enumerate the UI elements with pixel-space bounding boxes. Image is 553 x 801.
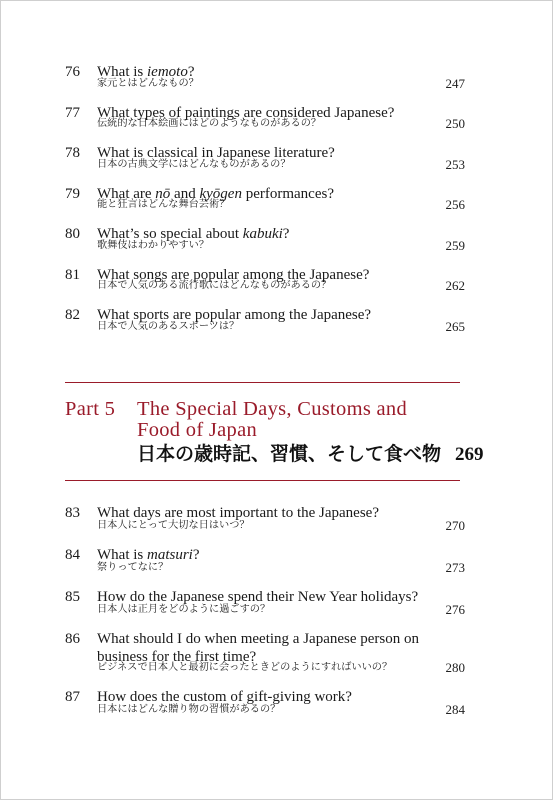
entry-number: 83 (65, 505, 80, 521)
entry-title: What is matsuri? (97, 547, 200, 563)
entry-number: 80 (65, 226, 80, 242)
entry-subtitle-ja: 日本で人気のあるスポーツは？ (97, 320, 240, 332)
entry-page: 273 (445, 560, 465, 575)
toc-list-after (65, 504, 465, 730)
toc-entry[interactable] (65, 225, 465, 266)
entry-number: 84 (65, 547, 80, 563)
entry-subtitle-ja: 日本人は正月をどのように過ごすの？ (97, 604, 271, 615)
entry-page: 265 (445, 318, 465, 334)
entry-page: 247 (445, 75, 465, 91)
part-title-line1: The Special Days, Customs and (137, 398, 408, 420)
entry-subtitle-ja: 日本にはどんな贈り物の習慣があるの？ (97, 704, 281, 715)
toc-entry[interactable] (65, 630, 465, 688)
toc-entry[interactable] (65, 688, 465, 730)
part-label: Part 5 (65, 398, 116, 420)
toc-list-before (65, 63, 465, 347)
entry-title: What songs are popular among the Japanese? (97, 266, 370, 283)
entry-subtitle-ja: 日本の古典文学にはどんなものがあるの？ (97, 158, 291, 170)
entry-page: 253 (445, 156, 465, 172)
entry-subtitle-ja: ビジネスで日本人と最初に会ったときどのようにすればいいの？ (97, 662, 393, 673)
entry-title: What is iemoto? (97, 64, 195, 80)
entry-number: 87 (65, 689, 80, 705)
toc-entry[interactable] (65, 588, 465, 630)
entry-subtitle-ja: 歌舞伎はわかりやすい？ (97, 239, 210, 251)
entry-subtitle-ja: 伝統的な日本絵画にはどのようなものがあるの？ (97, 118, 322, 129)
entry-title: What are nō and kyōgen performances? (97, 185, 334, 202)
entry-number: 79 (65, 185, 80, 202)
part-divider-top (65, 382, 460, 383)
entry-subtitle-ja: 能と狂言はどんな舞台芸術？ (97, 199, 230, 210)
entry-number: 86 (65, 631, 80, 647)
entry-title: What is classical in Japanese literature? (97, 145, 335, 161)
entry-number: 77 (65, 104, 80, 121)
toc-entry[interactable] (65, 546, 465, 588)
entry-subtitle-ja: 家元とはどんなもの？ (97, 77, 199, 89)
toc-entry[interactable] (65, 104, 465, 145)
toc-page (1, 1, 553, 801)
toc-entry[interactable] (65, 144, 465, 185)
entry-page: 259 (445, 237, 465, 253)
entry-page: 262 (445, 278, 465, 293)
entry-page: 280 (445, 660, 465, 675)
entry-page: 284 (445, 702, 465, 717)
toc-entry[interactable] (65, 306, 465, 347)
entry-number: 81 (65, 266, 80, 283)
entry-page: 276 (445, 602, 465, 617)
toc-entry[interactable] (65, 63, 465, 104)
entry-title: How do the Japanese spend their New Year holidays? (97, 589, 419, 605)
part-title-line2: Food of Japan (137, 419, 258, 441)
entry-number: 76 (65, 64, 80, 80)
part-page: 269 (455, 444, 484, 465)
entry-title: What days are most important to the Japanese? (97, 505, 379, 521)
toc-entry[interactable] (65, 185, 465, 226)
toc-entry[interactable] (65, 504, 465, 546)
entry-title: What sports are popular among the Japanese? (97, 307, 372, 323)
entry-subtitle-ja: 祭りってなに？ (97, 562, 169, 573)
entry-title: What should I do when meeting a Japanese person on business for the first time? (97, 631, 419, 665)
entry-page: 270 (445, 518, 465, 533)
toc-entry[interactable] (65, 266, 465, 307)
entry-title: What’s so special about kabuki? (97, 226, 290, 242)
entry-title: How does the custom of gift-giving work? (97, 689, 352, 705)
entry-page: 250 (445, 116, 465, 131)
part-title-ja: 日本の歳時記、習慣、そして食べ物 269 (137, 444, 484, 465)
entry-number: 85 (65, 589, 80, 605)
entry-subtitle-ja: 日本人にとって大切な日はいつ？ (97, 520, 250, 531)
entry-title: What types of paintings are considered Japanese? (97, 104, 395, 121)
entry-page: 256 (445, 197, 465, 212)
entry-number: 78 (65, 145, 80, 161)
part-divider-bottom (65, 480, 460, 481)
entry-number: 82 (65, 307, 80, 323)
entry-subtitle-ja: 日本で人気のある流行歌にはどんなものがあるの？ (97, 280, 332, 291)
